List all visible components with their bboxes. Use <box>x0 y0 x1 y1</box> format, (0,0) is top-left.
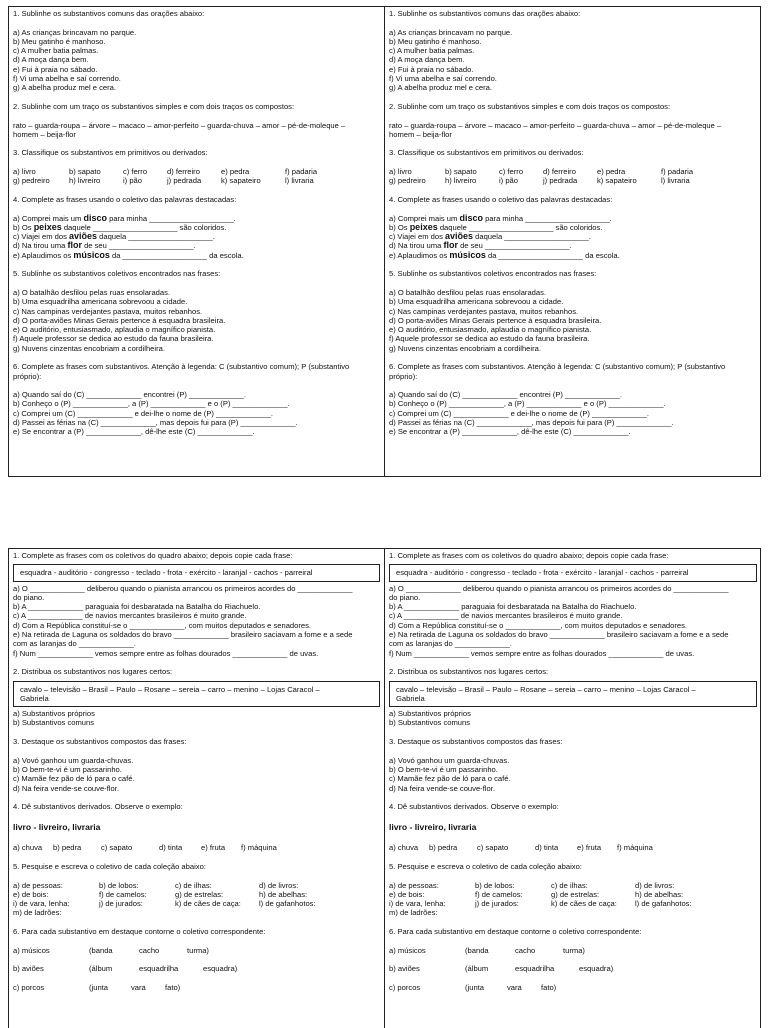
word-item: b) pedra <box>53 843 82 853</box>
sentence: a) O batalhão desfilou pelas ruas ensolaradas. <box>389 287 547 297</box>
sentence-text: daquela ____________________. <box>97 232 215 242</box>
word-item: vara <box>131 982 146 992</box>
word-item: (banda <box>89 945 113 955</box>
question-title: 5. Pesquise e escreva o coletivo de cada coleção abaixo: <box>13 861 206 871</box>
word-item: e) pedra <box>597 167 626 177</box>
word-item: a) de pessoas: <box>389 880 439 890</box>
sentence <box>389 241 757 250</box>
sentence: e) Se encontrar a (P) _____________, dê-lhe este (C) _____________. <box>389 427 631 437</box>
question-title: 1. Sublinhe os substantivos comuns das orações abaixo: <box>13 9 205 18</box>
sentence: c) A mulher batia palmas. <box>389 46 475 56</box>
word-item: h) livreiro <box>69 176 101 186</box>
word-item: h) de abelhas: <box>635 889 684 899</box>
word-item: fato) <box>165 982 181 992</box>
word-item: k) de cães de caça: <box>551 899 617 909</box>
highlighted-word: aviões <box>445 231 474 242</box>
sentence: c) Nas campinas verdejantes pastava, muitos rebanhos. <box>389 306 579 316</box>
word-item: j) de jurados: <box>475 899 519 909</box>
sentence: f) Vi uma abelha e saí correndo. <box>389 74 497 84</box>
question-title: 4. Dê substantivos derivados. Observe o exemplo: <box>13 802 183 812</box>
sentence: e) O auditório, entusiasmado, aplaudia o magnífico pianista. <box>389 325 592 335</box>
sentence: d) Na feira vende-se couve-flor. <box>389 783 495 793</box>
word-grid <box>13 843 380 852</box>
sentence: d) O porta-aviões Minas Gerais pertence à esquadra brasileira. <box>389 315 602 325</box>
sentence: do piano. <box>389 592 421 602</box>
word-box-text: esquadra - auditório - congresso - teclado - frota - exército - laranjal - cachos - parreiral <box>396 568 689 578</box>
word-item: f) de camelos: <box>475 889 523 899</box>
sentence: g) Nuvens cinzentas encobriam a cordilheira. <box>389 343 541 353</box>
sentence: a) Substantivos próprios <box>389 709 471 719</box>
sentence: g) Nuvens cinzentas encobriam a cordilheira. <box>13 343 165 353</box>
highlighted-word: disco <box>459 212 483 223</box>
worksheet-top-left-column <box>9 7 385 476</box>
sentence <box>13 251 380 260</box>
sentence: a) Vovó ganhou um guarda-chuvas. <box>389 755 510 765</box>
sentence-text: de seu ____________________. <box>457 241 572 251</box>
question-title: 6. Para cada substantivo em destaque contorne o coletivo correspondente: <box>389 926 642 936</box>
sentence: c) Mamãe fez pão de ló para o café. <box>389 774 511 784</box>
sentence-text: a) Comprei mais um <box>13 213 84 223</box>
sentence: c) A _____________ de navios mercantes brasileiros é muito grande. <box>13 611 247 621</box>
word-item: c) ferro <box>123 167 148 177</box>
word-item: d) de livros: <box>259 880 299 890</box>
highlighted-word: peixes <box>33 221 62 232</box>
sentence: com as laranjas do _____________. <box>389 639 512 649</box>
sentence: b) Substantivos comuns <box>13 718 95 728</box>
word-item: b) aviões <box>389 964 420 974</box>
highlighted-word: flor <box>67 240 82 251</box>
word-grid <box>389 983 757 992</box>
sentence-text: daquele ____________________ são coloridos. <box>437 222 603 232</box>
sentence: a) Quando saí do (C) _____________ encontrei (P) _____________. <box>13 390 247 400</box>
word-grid <box>389 167 757 186</box>
word-item: esquadra) <box>579 964 614 974</box>
word-item: c) sapato <box>477 843 509 853</box>
word-item: cacho <box>515 945 536 955</box>
example-text: livro - livreiro, livraria <box>13 821 101 832</box>
word-item: (junta <box>89 982 108 992</box>
sentence: b) Conheço o (P) _____________, a (P) _____________ e o (P) _____________. <box>13 399 290 409</box>
word-box <box>13 681 380 708</box>
sentence: d) A moça dança bem. <box>13 55 89 65</box>
word-grid <box>389 964 757 973</box>
sentence: e) Se encontrar a (P) _____________, dê-lhe este (C) _____________. <box>13 427 255 437</box>
sentence-text: daquela ____________________. <box>473 232 591 242</box>
word-item: esquadrilha <box>139 964 179 974</box>
question-title: próprio): <box>13 371 42 381</box>
word-item: a) músicos <box>389 945 426 955</box>
word-grid <box>13 946 380 955</box>
sentence-text: para minha ____________________. <box>106 213 236 223</box>
word-item: b) de lobos: <box>99 880 139 890</box>
sentence: b) Conheço o (P) _____________, a (P) _____________ e o (P) _____________. <box>389 399 666 409</box>
word-box-text: cavalo – televisão – Brasil – Paulo – Rosane – sereia – carro – menino – Lojas Caracol – <box>20 684 320 694</box>
word-item: c) porcos <box>389 982 421 992</box>
sentence-text: c) Viajei em dos <box>13 232 69 242</box>
sentence-text: b) Os <box>13 222 34 232</box>
sentence: a) As crianças brincavam no parque. <box>389 27 513 37</box>
sentence: b) Meu gatinho é manhoso. <box>13 36 106 46</box>
highlighted-word: músicos <box>449 249 486 260</box>
word-item: f) padaria <box>661 167 694 177</box>
sentence: do piano. <box>13 592 45 602</box>
word-item: turma) <box>187 945 209 955</box>
sentence: c) A _____________ de navios mercantes brasileiros é muito grande. <box>389 611 623 621</box>
sentence: a) O _____________ deliberou quando o pianista arrancou os primeiros acordes do _____________ <box>13 583 353 593</box>
word-grid <box>389 946 757 955</box>
sentence-text: de seu ____________________. <box>81 241 196 251</box>
word-item: l) de gafanhotos: <box>259 899 316 909</box>
word-item: f) de camelos: <box>99 889 147 899</box>
question-title: 2. Sublinhe com um traço os substantivos simples e com dois traços os compostos: <box>13 101 295 111</box>
word-item: b) de lobos: <box>475 880 515 890</box>
word-item: g) de estrelas: <box>551 889 600 899</box>
question-title: 1. Complete as frases com os coletivos do quadro abaixo; depois copie cada frase: <box>389 551 669 560</box>
word-item: j) pedrada <box>167 176 202 186</box>
sentence: d) O porta-aviões Minas Gerais pertence à esquadra brasileira. <box>13 315 226 325</box>
sentence: f) Vi uma abelha e saí correndo. <box>13 74 121 84</box>
question-title: 1. Complete as frases com os coletivos do quadro abaixo; depois copie cada frase: <box>13 551 293 560</box>
sentence: c) Comprei um (C) _____________ e dei-lhe o nome de (P) _____________. <box>13 408 274 418</box>
sentence: e) Na retirada de Laguna os soldados do bravo _____________ brasileiro saciavam a fome e a sede <box>13 630 353 640</box>
question-title: 3. Destaque os substantivos compostos das frases: <box>389 737 563 747</box>
word-item: m) de ladrões: <box>389 908 438 918</box>
word-item: d) tinta <box>535 843 559 853</box>
sentence-text: da ____________________ da escola. <box>485 250 620 260</box>
word-item: (banda <box>465 945 489 955</box>
word-item: d) ferreiro <box>543 167 576 177</box>
question-title: 4. Dê substantivos derivados. Observe o exemplo: <box>389 802 559 812</box>
question-title: 2. Sublinhe com um traço os substantivos simples e com dois traços os compostos: <box>389 101 671 111</box>
sentence: f) Num _____________ vemos sempre entre as folhas dourados _____________ de uvas. <box>389 648 695 658</box>
word-item: c) sapato <box>101 843 133 853</box>
question-title: 5. Sublinhe os substantivos coletivos encontrados nas frases: <box>13 269 221 279</box>
question-title: 5. Pesquise e escreva o coletivo de cada coleção abaixo: <box>389 861 582 871</box>
word-item: f) padaria <box>285 167 318 177</box>
question-title: 3. Classifique os substantivos em primitivos ou derivados: <box>13 148 208 158</box>
word-item: (álbum <box>89 964 113 974</box>
word-item: l) livraria <box>285 176 314 186</box>
word-item: a) livro <box>389 167 412 177</box>
sentence: c) Mamãe fez pão de ló para o café. <box>13 774 135 784</box>
sentence: c) A mulher batia palmas. <box>13 46 99 56</box>
word-item: c) de ilhas: <box>551 880 588 890</box>
sentence <box>389 214 757 223</box>
sentence-text: b) Os <box>389 222 410 232</box>
highlighted-word: disco <box>83 212 107 223</box>
word-box <box>389 564 757 581</box>
word-item: j) de jurados: <box>99 899 143 909</box>
sentence: g) A abelha produz mel e cera. <box>389 83 493 93</box>
sentence: com as laranjas do _____________. <box>13 639 136 649</box>
sentence-text: d) Na tirou uma <box>13 241 68 251</box>
highlighted-word: aviões <box>69 231 98 242</box>
sentence-text: da ____________________ da escola. <box>109 250 244 260</box>
word-item: g) de estrelas: <box>175 889 224 899</box>
question-title: 4. Complete as frases usando o coletivo das palavras destacadas: <box>13 194 237 204</box>
sentence: b) O bem-te-vi é um passarinho. <box>13 764 122 774</box>
question-title: 2. Distribua os substantivos nos lugares certos: <box>13 667 173 677</box>
sentence: d) A moça dança bem. <box>389 55 465 65</box>
word-list: rato – guarda-roupa – árvore – macaco – amor-perfeito – guarda-chuva – amor – pé-de-moleque – <box>389 120 722 130</box>
sentence: b) Meu gatinho é manhoso. <box>389 36 482 46</box>
word-item: d) de livros: <box>635 880 675 890</box>
sentence: e) Na retirada de Laguna os soldados do bravo _____________ brasileiro saciavam a fome e a sede <box>389 630 729 640</box>
question-title: 5. Sublinhe os substantivos coletivos encontrados nas frases: <box>389 269 597 279</box>
sentence: d) Na feira vende-se couve-flor. <box>13 783 119 793</box>
sentence: f) Aquele professor se dedica ao estudo da fauna brasileira. <box>13 334 214 344</box>
worksheet-top <box>8 6 761 477</box>
word-item: e) de bois: <box>389 889 425 899</box>
sentence: b) Substantivos comuns <box>389 718 471 728</box>
word-item: c) porcos <box>13 982 45 992</box>
word-item: (junta <box>465 982 484 992</box>
sentence-text: daquele ____________________ são coloridos. <box>61 222 227 232</box>
word-box-text: Gabriela <box>396 693 425 703</box>
word-item: f) máquina <box>241 843 277 853</box>
word-item: turma) <box>563 945 585 955</box>
word-item: a) de pessoas: <box>13 880 63 890</box>
word-item: fato) <box>541 982 557 992</box>
sentence-text: c) Viajei em dos <box>389 232 445 242</box>
sentence <box>389 251 757 260</box>
sentence <box>13 214 380 223</box>
word-grid <box>13 983 380 992</box>
question-title: 3. Classifique os substantivos em primitivos ou derivados: <box>389 148 584 158</box>
question-title: 1. Sublinhe os substantivos comuns das orações abaixo: <box>389 9 581 18</box>
word-grid <box>389 843 757 852</box>
word-item: vara <box>507 982 522 992</box>
sentence-text: e) Aplaudimos os <box>13 250 74 260</box>
sentence: a) Quando saí do (C) _____________ encontrei (P) _____________. <box>389 390 623 400</box>
sentence: a) As crianças brincavam no parque. <box>13 27 137 37</box>
word-item: a) chuva <box>389 843 419 853</box>
highlighted-word: peixes <box>409 221 438 232</box>
word-item: l) de gafanhotos: <box>635 899 692 909</box>
word-item: i) de vara, lenha: <box>13 899 70 909</box>
word-item: (álbum <box>465 964 489 974</box>
sentence: b) A _____________ paraguaia foi desbaratada na Batalha do Riachuelo. <box>389 602 637 612</box>
sentence: g) A abelha produz mel e cera. <box>13 83 117 93</box>
sentence: b) O bem-te-vi é um passarinho. <box>389 764 498 774</box>
word-item: h) de abelhas: <box>259 889 308 899</box>
word-item: b) sapato <box>69 167 101 177</box>
sentence-text: a) Comprei mais um <box>389 213 460 223</box>
sentence: c) Nas campinas verdejantes pastava, muitos rebanhos. <box>13 306 203 316</box>
word-item: k) sapateiro <box>221 176 261 186</box>
word-grid <box>13 964 380 973</box>
sentence: f) Num _____________ vemos sempre entre as folhas dourados _____________ de uvas. <box>13 648 319 658</box>
word-list: homem – beija-flor <box>389 129 452 139</box>
word-box <box>389 681 757 708</box>
question-title: 3. Destaque os substantivos compostos das frases: <box>13 737 187 747</box>
example-text: livro - livreiro, livraria <box>389 821 477 832</box>
word-grid <box>13 167 380 186</box>
sentence: e) O auditório, entusiasmado, aplaudia o magnífico pianista. <box>13 325 216 335</box>
sentence: a) Substantivos próprios <box>13 709 95 719</box>
word-list: rato – guarda-roupa – árvore – macaco – amor-perfeito – guarda-chuva – amor – pé-de-moleque – <box>13 120 346 130</box>
word-grid <box>13 881 380 909</box>
sentence: b) Uma esquadrilha americana sobrevoou a cidade. <box>13 297 188 307</box>
sentence: d) Com a República constituí-se o _____________, com muitos deputados e senadores. <box>13 620 312 630</box>
sentence: d) Com a República constituí-se o _____________, com muitos deputados e senadores. <box>389 620 688 630</box>
word-item: a) chuva <box>13 843 43 853</box>
worksheet-bottom-left-column <box>9 549 385 1028</box>
word-item: g) pedreiro <box>389 176 426 186</box>
sentence: e) Fui à praia no sábado. <box>389 64 474 74</box>
question-title: 6. Complete as frases com substantivos. Atenção à legenda: C (substantivo comum); P (substantivo <box>389 362 726 372</box>
word-item: h) livreiro <box>445 176 477 186</box>
word-item: d) ferreiro <box>167 167 200 177</box>
worksheet-top-right-column <box>385 7 761 476</box>
word-item: i) pão <box>123 176 142 186</box>
highlighted-word: músicos <box>73 249 110 260</box>
question-title: 4. Complete as frases usando o coletivo das palavras destacadas: <box>389 194 613 204</box>
word-item: f) máquina <box>617 843 653 853</box>
word-item: c) ferro <box>499 167 524 177</box>
word-item: i) de vara, lenha: <box>389 899 446 909</box>
sentence: e) Fui à praia no sábado. <box>13 64 98 74</box>
word-item: b) aviões <box>13 964 44 974</box>
sentence: a) O _____________ deliberou quando o pianista arrancou os primeiros acordes do _____________ <box>389 583 729 593</box>
worksheet-bottom-right-column <box>385 549 761 1028</box>
highlighted-word: flor <box>443 240 458 251</box>
word-grid <box>389 881 757 909</box>
word-item: e) pedra <box>221 167 250 177</box>
sentence: a) O batalhão desfilou pelas ruas ensolaradas. <box>13 287 171 297</box>
word-item: e) fruta <box>201 843 226 853</box>
word-box-text: Gabriela <box>20 693 49 703</box>
word-item: b) pedra <box>429 843 458 853</box>
word-item: a) livro <box>13 167 36 177</box>
sentence: f) Aquele professor se dedica ao estudo da fauna brasileira. <box>389 334 590 344</box>
question-title: 6. Complete as frases com substantivos. Atenção à legenda: C (substantivo comum); P (substantivo <box>13 362 350 372</box>
sentence <box>13 241 380 250</box>
word-box-text: cavalo – televisão – Brasil – Paulo – Rosane – sereia – carro – menino – Lojas Caracol – <box>396 684 696 694</box>
word-item: l) livraria <box>661 176 690 186</box>
question-title: 2. Distribua os substantivos nos lugares certos: <box>389 667 549 677</box>
sentence-text: d) Na tirou uma <box>389 241 444 251</box>
word-item: e) fruta <box>577 843 602 853</box>
word-item: c) de ilhas: <box>175 880 212 890</box>
sentence-text: e) Aplaudimos os <box>389 250 450 260</box>
word-box <box>13 564 380 581</box>
sentence: d) Passei as férias na (C) _____________, mas depois fui para (P) _____________. <box>389 418 674 428</box>
word-item: m) de ladrões: <box>13 908 62 918</box>
word-item: esquadrilha <box>515 964 555 974</box>
sentence: b) A _____________ paraguaia foi desbaratada na Batalha do Riachuelo. <box>13 602 261 612</box>
word-item: esquadra) <box>203 964 238 974</box>
word-item: j) pedrada <box>543 176 578 186</box>
sentence: c) Comprei um (C) _____________ e dei-lhe o nome de (P) _____________. <box>389 408 650 418</box>
word-item: i) pão <box>499 176 518 186</box>
sentence: b) Uma esquadrilha americana sobrevoou a cidade. <box>389 297 564 307</box>
sentence: d) Passei as férias na (C) _____________, mas depois fui para (P) _____________. <box>13 418 298 428</box>
word-item: cacho <box>139 945 160 955</box>
word-item: b) sapato <box>445 167 477 177</box>
sentence-text: para minha ____________________. <box>482 213 612 223</box>
worksheet-bottom <box>8 548 761 1028</box>
word-item: a) músicos <box>13 945 50 955</box>
word-list: homem – beija-flor <box>13 129 76 139</box>
word-item: g) pedreiro <box>13 176 50 186</box>
word-item: k) de cães de caça: <box>175 899 241 909</box>
word-item: e) de bois: <box>13 889 49 899</box>
word-box-text: esquadra - auditório - congresso - teclado - frota - exército - laranjal - cachos - parreiral <box>20 568 313 578</box>
sentence: a) Vovó ganhou um guarda-chuvas. <box>13 755 134 765</box>
question-title: 6. Para cada substantivo em destaque contorne o coletivo correspondente: <box>13 926 266 936</box>
question-title: próprio): <box>389 371 418 381</box>
word-item: d) tinta <box>159 843 183 853</box>
word-item: k) sapateiro <box>597 176 637 186</box>
